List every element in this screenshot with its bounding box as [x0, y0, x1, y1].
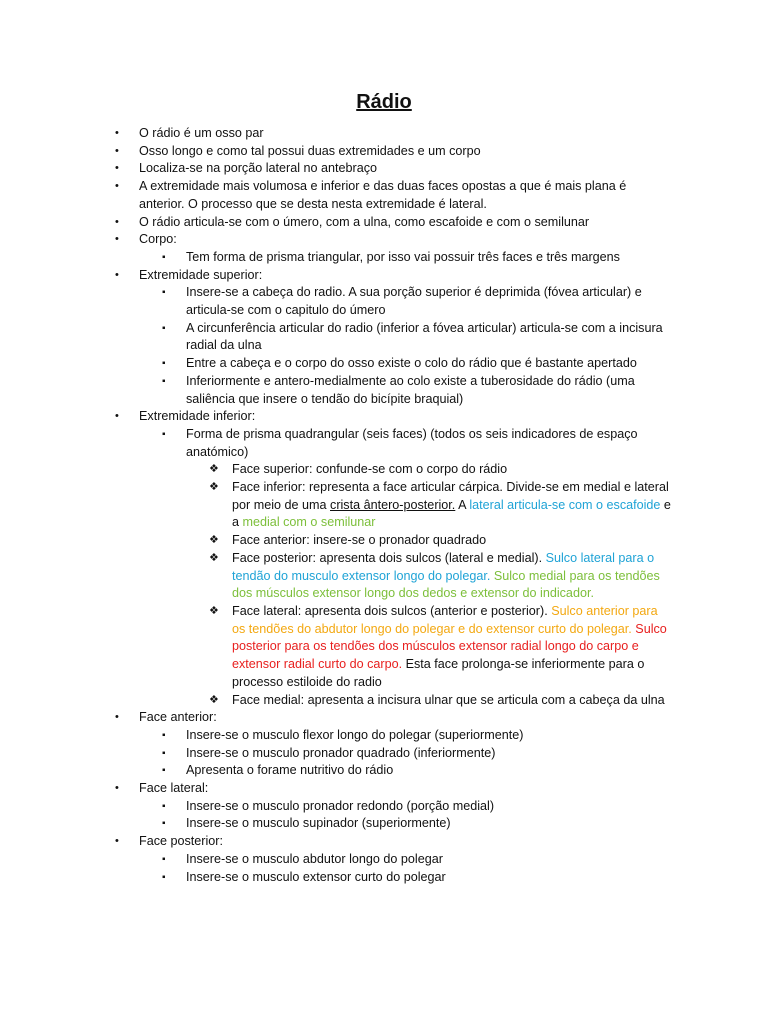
bullet-icon: • [115, 162, 119, 175]
text-run: Sulco posterior para os tendões dos músculos extensor radial longo do carpo e extensor radial curto do carpo. [232, 621, 667, 672]
list-item-level-1 [0, 833, 768, 886]
list-item-level-3 [186, 461, 674, 479]
item-text: Corpo: [139, 232, 177, 247]
bullet-icon: • [115, 410, 119, 423]
item-text: Face posterior: [139, 834, 223, 849]
list-item-level-3 [186, 603, 674, 692]
text-run: Sulco anterior para os tendões do abdutor longo do polegar e do extensor curto do polegar. [232, 603, 658, 636]
item-text: O rádio articula-se com o úmero, com a ulna, como escafoide e com o semilunar [139, 214, 590, 229]
item-text: A circunferência articular do radio (inferior a fóvea articular) articula-se com a incisura radial da ulna [186, 320, 663, 353]
list-item-level-1 [0, 780, 768, 833]
sublist [139, 798, 674, 833]
text-run: Face lateral: apresenta dois sulcos (anterior e posterior). [232, 603, 552, 618]
document-body [0, 125, 768, 886]
item-text: Face medial: apresenta a incisura ulnar que se articula com a cabeça da ulna [232, 692, 665, 707]
bullet-icon: ▪ [162, 428, 166, 440]
item-text: Insere-se o musculo abdutor longo do polegar [186, 851, 443, 866]
item-text: Forma de prisma quadrangular (seis faces) (todos os seis indicadores de espaço anatómico) [186, 426, 638, 459]
text-run: crista ântero-posterior. [330, 497, 456, 512]
bullet-icon: ❖ [209, 693, 219, 706]
list-item-level-1 [0, 143, 768, 161]
bullet-icon: ❖ [209, 463, 219, 476]
bullet-icon: ❖ [209, 604, 219, 617]
item-text: Localiza-se na porção lateral no antebraço [139, 161, 378, 176]
list-item-level-2 [139, 284, 674, 319]
text-run: e a [232, 497, 671, 530]
bullet-icon: ▪ [162, 747, 166, 759]
bullet-icon: ❖ [209, 534, 219, 547]
bullet-icon: ❖ [209, 551, 219, 564]
bullet-icon: • [115, 144, 119, 157]
list-item-level-2 [139, 727, 674, 745]
list-item-level-2 [139, 762, 674, 780]
item-text: Insere-se o musculo pronador quadrado (inferiormente) [186, 745, 496, 760]
bullet-icon: ▪ [162, 322, 166, 334]
text-run: Esta face prolonga-se inferiormente para o processo estiloide do radio [232, 657, 645, 689]
bullet-icon: ▪ [162, 765, 166, 777]
item-text: Apresenta o forame nutritivo do rádio [186, 763, 394, 778]
text-run: Face posterior: apresenta dois sulcos (lateral e medial). [232, 550, 546, 565]
item-text: Inferiormente e antero-medialmente ao colo existe a tuberosidade do rádio (uma saliência que insere o tendão do bicípite braquial) [186, 373, 635, 406]
bullet-icon: ▪ [162, 729, 166, 741]
sublist [186, 461, 674, 709]
list-item-level-2 [139, 373, 674, 408]
bullet-icon: • [115, 215, 119, 228]
text-run: A [455, 497, 470, 512]
bullet-icon: ▪ [162, 853, 166, 865]
list-item-level-2 [139, 249, 674, 267]
bullet-icon: ▪ [162, 800, 166, 812]
item-text: Insere-se o musculo extensor curto do polegar [186, 869, 446, 884]
text-run: medial com o semilunar [242, 515, 376, 530]
bullet-icon: ▪ [162, 287, 166, 299]
item-text: Face anterior: [139, 710, 217, 725]
sublist [139, 851, 674, 886]
item-text: Face anterior: insere-se o pronador quadrado [232, 533, 487, 548]
list-item-level-1 [0, 178, 768, 213]
bullet-icon: ▪ [162, 375, 166, 387]
list-item-level-1 [0, 214, 768, 232]
item-text: O rádio é um osso par [139, 126, 264, 140]
list-item-level-2 [139, 851, 674, 869]
sublist [139, 249, 674, 267]
bullet-icon: • [115, 180, 119, 193]
bullet-icon: • [115, 233, 119, 246]
bullet-icon: ▪ [162, 358, 166, 370]
list-item-level-3 [186, 692, 674, 710]
item-text: Insere-se o musculo pronador redondo (porção medial) [186, 798, 495, 813]
item-text: Extremidade superior: [139, 267, 263, 282]
item-text: Extremidade inferior: [139, 409, 256, 424]
bullet-icon: ▪ [162, 251, 166, 263]
text-run: Face inferior: representa a face articular cárpica. Divide-se em medial e lateral por meio de uma [232, 480, 669, 512]
item-text: Face lateral: [139, 781, 209, 796]
list-item-level-2 [139, 815, 674, 833]
list-item-level-2 [139, 320, 674, 355]
sublist [139, 284, 674, 408]
list-item-level-3 [186, 532, 674, 550]
list-item-level-1 [0, 125, 768, 143]
list-item-level-3 [186, 550, 674, 603]
bullet-icon: ▪ [162, 818, 166, 830]
list-item-level-2 [139, 426, 674, 709]
text-run: Sulco lateral para o tendão do musculo extensor longo do polegar. [232, 550, 655, 583]
bullet-icon: ▪ [162, 871, 166, 883]
text-run: lateral articula-se com o escafoide [469, 497, 661, 512]
bullet-icon: • [115, 835, 119, 848]
bullet-icon: • [115, 268, 119, 281]
list-item-level-1 [0, 267, 768, 409]
list-item-level-1 [0, 709, 768, 780]
bullet-icon: • [115, 711, 119, 724]
item-text: Osso longo e como tal possui duas extremidades e um corpo [139, 143, 481, 158]
item-text: Insere-se o musculo supinador (superiormente) [186, 816, 451, 831]
item-text: Insere-se o musculo flexor longo do polegar (superiormente) [186, 727, 524, 742]
list-item-level-1 [0, 408, 768, 709]
item-text: Tem forma de prisma triangular, por isso vai possuir três faces e três margens [186, 249, 620, 264]
bullet-icon: • [115, 127, 119, 139]
list-item-level-2 [139, 869, 674, 887]
list-item-level-1 [0, 231, 768, 266]
list-item-level-2 [139, 355, 674, 373]
item-text: Face superior: confunde-se com o corpo do rádio [232, 462, 508, 477]
item-text: Entre a cabeça e o corpo do osso existe o colo do rádio que é bastante apertado [186, 356, 637, 371]
page-title: Rádio [356, 91, 412, 113]
item-text: A extremidade mais volumosa e inferior e das duas faces opostas a que é mais plana é anterior. O processo que se desta nesta extremidade é lateral. [139, 179, 627, 211]
bullet-icon: • [115, 782, 119, 795]
outline-list [0, 125, 768, 886]
list-item-level-2 [139, 798, 674, 816]
list-item-level-3 [186, 479, 674, 532]
list-item-level-2 [139, 745, 674, 763]
item-text: Insere-se a cabeça do radio. A sua porção superior é deprimida (fóvea articular) e articula-se com o capitulo do úmero [186, 285, 642, 318]
text-run: Sulco medial para os tendões dos músculos extensor longo dos dedos e extensor do indicador. [232, 568, 660, 601]
list-item-level-1 [0, 160, 768, 178]
sublist [139, 426, 674, 709]
bullet-icon: ❖ [209, 481, 219, 494]
sublist [139, 727, 674, 780]
